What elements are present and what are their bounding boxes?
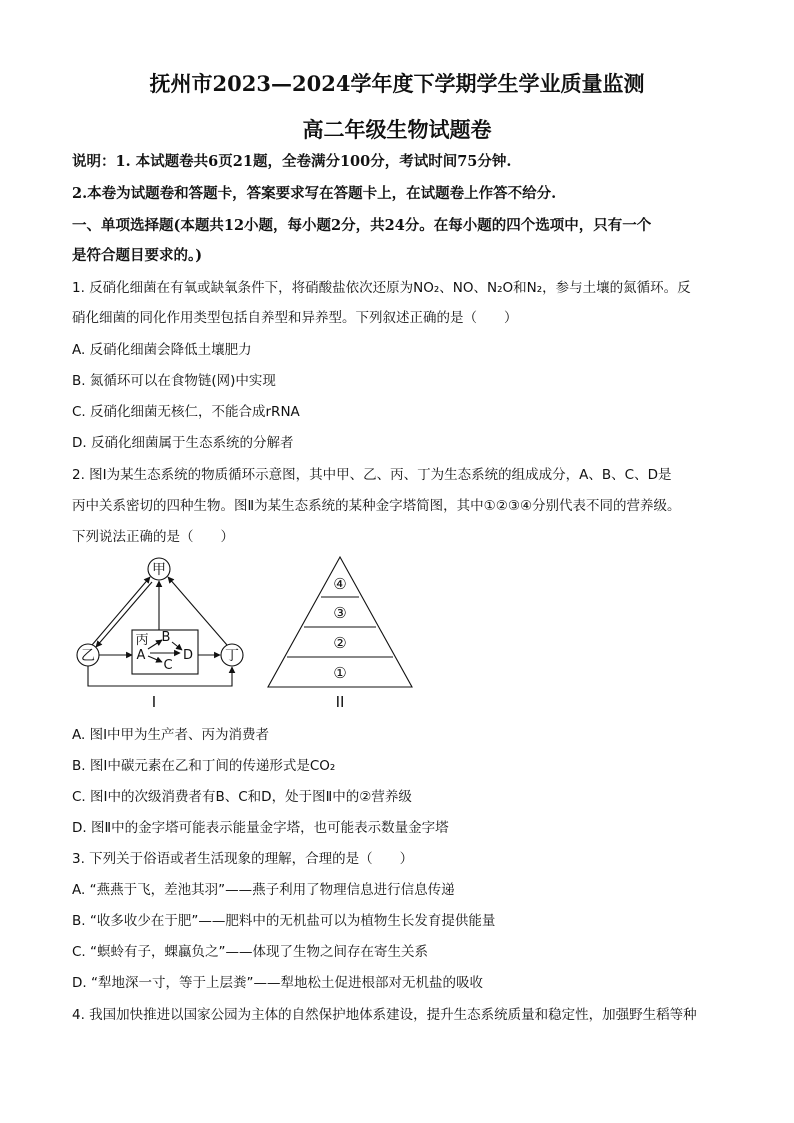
pyramid-level-3: ③ (333, 604, 347, 622)
section-heading-line-2: 是符合题目要求的。) (72, 247, 203, 264)
page-title: 抚州市2023—2024学年度下学期学生学业质量监测 (149, 71, 645, 96)
q2-option-b: B. 图Ⅰ中碳元素在乙和丁间的传递形式是CO₂ (72, 758, 336, 774)
q2-option-a: A. 图Ⅰ中甲为生产者、丙为消费者 (72, 727, 270, 743)
q3-option-a: A. “燕燕于飞，差池其羽”——燕子利用了物理信息进行信息传递 (72, 882, 455, 898)
q2-option-c: C. 图Ⅰ中的次级消费者有B、C和D，处于图Ⅱ中的②营养级 (72, 789, 412, 805)
pyramid-level-2: ② (333, 634, 347, 652)
q3-option-b: B. “收多收少在于肥”——肥料中的无机盐可以为植物生长发育提供能量 (72, 913, 496, 929)
label-jia: 甲 (152, 562, 166, 578)
pyramid-level-4: ④ (333, 575, 347, 593)
label-yi: 乙 (81, 648, 95, 664)
q2-option-d: D. 图Ⅱ中的金字塔可能表示能量金字塔，也可能表示数量金字塔 (72, 820, 449, 836)
q3-stem: 3. 下列关于俗语或者生活现象的理解，合理的是（ ） (72, 851, 414, 867)
q1-option-c: C. 反硝化细菌无核仁，不能合成rRNA (72, 404, 300, 420)
q3-option-d: D. “犁地深一寸，等于上层粪”——犁地松土促进根部对无机盐的吸收 (72, 975, 483, 991)
arrow-a-to-c (148, 656, 162, 662)
q2-stem-line-2: 丙中关系密切的四种生物。图Ⅱ为某生态系统的某种金字塔简图，其中①②③④分别代表不同的营养级。 (72, 498, 681, 514)
arrow-a-to-b (148, 640, 162, 649)
label-d: D (182, 648, 194, 663)
pyramid-level-1: ① (333, 664, 347, 682)
q2-stem-line-3: 下列说法正确的是（ ） (72, 529, 234, 545)
label-bing: 丙 (135, 633, 149, 648)
figure-2-caption: II (335, 693, 345, 711)
q1-stem-line-1: 1. 反硝化细菌在有氧或缺氧条件下，将硝酸盐依次还原为NO₂、NO、N₂O和N₂，参与土壤的氮循环。反 (72, 280, 691, 296)
page-subtitle: 高二年级生物试题卷 (302, 117, 492, 142)
figure-1-caption: I (151, 693, 157, 711)
q2-stem-line-1: 2. 图Ⅰ为某生态系统的物质循环示意图，其中甲、乙、丙、丁为生态系统的组成成分，A、B、C、D是 (72, 467, 672, 483)
q1-option-d: D. 反硝化细菌属于生态系统的分解者 (72, 435, 294, 451)
arrow-b-to-d (172, 642, 182, 650)
q1-stem-line-2: 硝化细菌的同化作用类型包括自养型和异养型。下列叙述正确的是（ ） (72, 310, 518, 326)
figure-material-cycle (70, 552, 260, 712)
q4-stem-line-1: 4. 我国加快推进以国家公园为主体的自然保护地体系建设，提升生态系统质量和稳定性，加强野生稻等种 (72, 1007, 697, 1023)
figure-pyramid (264, 555, 416, 713)
section-heading-line-1: 一、单项选择题(本题共12小题，每小题2分，共24分。在每小题的四个选项中，只有一个 (72, 217, 652, 234)
instructions-line-2: 2.本卷为试题卷和答题卡，答案要求写在答题卡上，在试题卷上作答不给分. (72, 185, 557, 202)
label-b: B (161, 630, 171, 645)
q1-option-a: A. 反硝化细菌会降低土壤肥力 (72, 342, 252, 358)
label-a: A (136, 648, 146, 663)
label-c: C (163, 658, 173, 673)
arrow-yi-to-ding-bottom (88, 666, 232, 686)
q3-option-c: C. “螟蛉有子，蜾蠃负之”——体现了生物之间存在寄生关系 (72, 944, 428, 960)
instructions-line-1: 说明：1. 本试题卷共6页21题，全卷满分100分，考试时间75分钟. (72, 153, 512, 170)
label-ding: 丁 (225, 648, 239, 664)
q1-option-b: B. 氮循环可以在食物链(网)中实现 (72, 373, 276, 389)
